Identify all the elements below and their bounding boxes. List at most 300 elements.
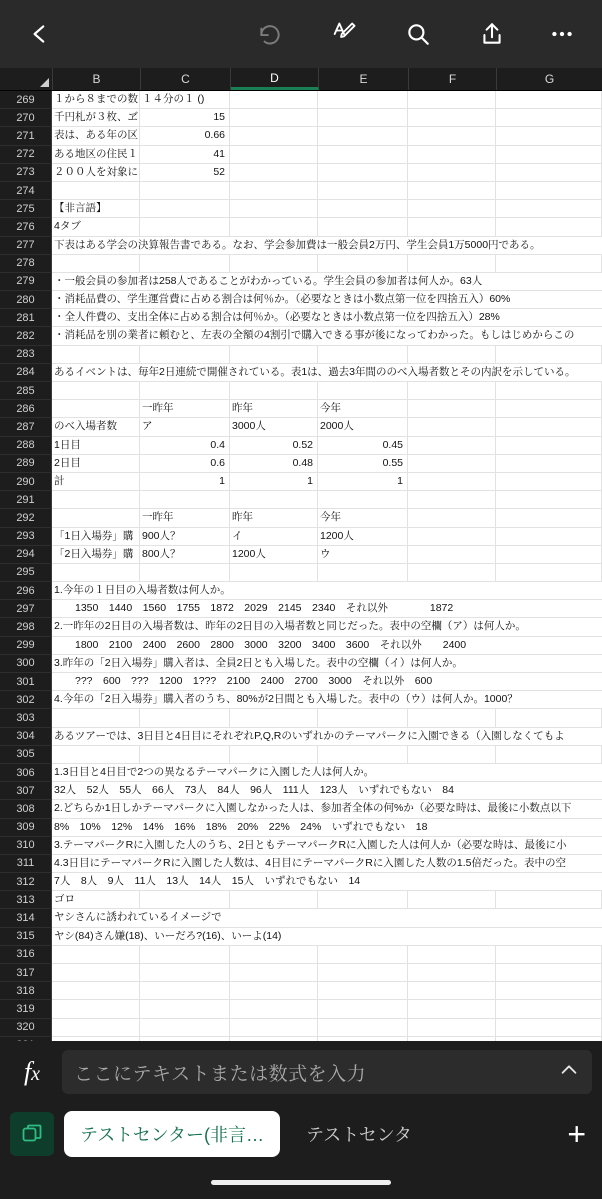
cell[interactable]: [408, 709, 496, 726]
sheet-tab-active[interactable]: テストセンター(非言…: [64, 1111, 280, 1157]
cell[interactable]: 4タブ: [52, 218, 140, 235]
row-header[interactable]: 277: [0, 237, 52, 255]
back-button[interactable]: [16, 10, 64, 58]
table-row[interactable]: [0, 273, 602, 291]
cell[interactable]: 1.3日目と4日目で2つの異なるテーマパークに入園した人は何人か。: [54, 765, 375, 778]
cell[interactable]: [408, 1019, 496, 1036]
cell[interactable]: [140, 1000, 230, 1017]
cell[interactable]: 2.一昨年の2日目の入場者数は、昨年の2日目の入場者数と同じだった。表中の空欄（ア）は何人か。: [54, 620, 526, 633]
cell[interactable]: 「2日入場券」購: [52, 546, 140, 563]
table-row[interactable]: [0, 728, 602, 746]
more-options-icon[interactable]: [538, 10, 586, 58]
cell[interactable]: [230, 182, 318, 199]
table-row[interactable]: [0, 364, 602, 382]
row-header[interactable]: 285: [0, 382, 52, 400]
row-header[interactable]: 320: [0, 1019, 52, 1037]
row-header[interactable]: 281: [0, 309, 52, 327]
cell[interactable]: [408, 346, 496, 363]
cell[interactable]: [52, 564, 140, 581]
cell[interactable]: [230, 1019, 318, 1036]
table-row[interactable]: [0, 764, 602, 782]
cell[interactable]: 41: [140, 146, 230, 163]
cell[interactable]: 0.48: [230, 455, 318, 472]
cell[interactable]: [408, 400, 496, 417]
cell[interactable]: [496, 473, 602, 490]
cell[interactable]: [496, 1019, 602, 1036]
formula-input[interactable]: [62, 1050, 592, 1094]
cell[interactable]: [496, 546, 602, 563]
table-row[interactable]: [0, 946, 602, 964]
cell[interactable]: [230, 982, 318, 999]
table-row[interactable]: [0, 855, 602, 873]
table-row[interactable]: [0, 637, 602, 655]
cell[interactable]: [140, 964, 230, 981]
cell[interactable]: ゴロ: [52, 891, 140, 908]
table-row[interactable]: [0, 437, 602, 455]
cell[interactable]: 計: [52, 473, 140, 490]
cell[interactable]: ・消耗品を別の業者に頼むと、左表の全額の4割引で購入できる事が後になってわかった。もしはじめからこの: [54, 329, 575, 342]
cell[interactable]: [318, 946, 408, 963]
row-header[interactable]: 287: [0, 418, 52, 436]
cell[interactable]: [52, 400, 140, 417]
cell[interactable]: 7人 8人 9人 11人 13人 14人 15人 いずれでもない 14: [54, 875, 361, 888]
column-header-D[interactable]: D: [231, 68, 319, 90]
table-row[interactable]: [0, 255, 602, 273]
row-header[interactable]: 276: [0, 218, 52, 236]
table-row[interactable]: [0, 528, 602, 546]
cell[interactable]: イ: [230, 528, 318, 545]
sheet-tab-inactive[interactable]: テストセンタ: [306, 1125, 413, 1145]
select-all-corner[interactable]: [0, 68, 53, 90]
table-row[interactable]: [0, 564, 602, 582]
row-header[interactable]: 315: [0, 928, 52, 946]
cell[interactable]: [496, 127, 602, 144]
cell[interactable]: [408, 891, 496, 908]
table-row[interactable]: [0, 382, 602, 400]
cell[interactable]: [496, 346, 602, 363]
cell[interactable]: [140, 200, 230, 217]
row-header[interactable]: 292: [0, 509, 52, 527]
row-header[interactable]: 319: [0, 1000, 52, 1018]
row-header[interactable]: 314: [0, 909, 52, 927]
cell[interactable]: [52, 509, 140, 526]
cell[interactable]: [496, 437, 602, 454]
cell[interactable]: 52: [140, 164, 230, 181]
row-header[interactable]: 293: [0, 528, 52, 546]
cell[interactable]: 3000人: [230, 418, 318, 435]
row-header[interactable]: 290: [0, 473, 52, 491]
column-header-G[interactable]: G: [497, 68, 602, 90]
cell[interactable]: 1200人: [230, 546, 318, 563]
cell[interactable]: [496, 491, 602, 508]
row-header[interactable]: 269: [0, 91, 52, 109]
row-header[interactable]: 275: [0, 200, 52, 218]
cell[interactable]: [318, 164, 408, 181]
cell[interactable]: 表は、ある年の区: [52, 127, 140, 144]
row-header[interactable]: 274: [0, 182, 52, 200]
chevron-up-icon[interactable]: [558, 1059, 580, 1086]
cell[interactable]: [496, 1000, 602, 1017]
cell[interactable]: [496, 418, 602, 435]
cell[interactable]: [408, 528, 496, 545]
cell[interactable]: ２００人を対象に: [52, 164, 140, 181]
cell[interactable]: [230, 346, 318, 363]
table-row[interactable]: [0, 309, 602, 327]
cell[interactable]: [140, 946, 230, 963]
cell[interactable]: 0.45: [318, 437, 408, 454]
cell[interactable]: 今年: [318, 509, 408, 526]
row-header[interactable]: 291: [0, 491, 52, 509]
cell[interactable]: [496, 400, 602, 417]
cell[interactable]: [140, 182, 230, 199]
row-header[interactable]: 304: [0, 728, 52, 746]
row-header[interactable]: 294: [0, 546, 52, 564]
cell[interactable]: [408, 146, 496, 163]
table-row[interactable]: [0, 873, 602, 891]
cell[interactable]: 1: [140, 473, 230, 490]
table-row[interactable]: [0, 600, 602, 618]
cell[interactable]: 0.55: [318, 455, 408, 472]
row-header[interactable]: 316: [0, 946, 52, 964]
cell[interactable]: [230, 109, 318, 126]
cell[interactable]: [496, 528, 602, 545]
table-row[interactable]: [0, 655, 602, 673]
cell[interactable]: ある地区の住民１: [52, 146, 140, 163]
cell[interactable]: 【非言語】: [52, 200, 140, 217]
cell[interactable]: [496, 255, 602, 272]
cell[interactable]: 800人？: [140, 546, 230, 563]
cell[interactable]: [496, 891, 602, 908]
cell[interactable]: [408, 200, 496, 217]
table-row[interactable]: [0, 800, 602, 818]
cell[interactable]: [496, 146, 602, 163]
cell[interactable]: [318, 982, 408, 999]
cell[interactable]: 1350 1440 1560 1755 1872 2029 2145 2340 それ以外 1872: [54, 602, 454, 615]
cell[interactable]: １４分の１ (): [140, 91, 230, 108]
cell[interactable]: [230, 964, 318, 981]
cell[interactable]: [408, 218, 496, 235]
cell[interactable]: [52, 382, 140, 399]
cell[interactable]: [408, 946, 496, 963]
table-row[interactable]: [0, 746, 602, 764]
column-header-C[interactable]: C: [141, 68, 231, 90]
table-row[interactable]: [0, 1000, 602, 1018]
table-row[interactable]: [0, 928, 602, 946]
function-icon[interactable]: fx: [23, 1057, 41, 1086]
cell[interactable]: [230, 127, 318, 144]
cell[interactable]: [140, 382, 230, 399]
row-header[interactable]: 300: [0, 655, 52, 673]
table-row[interactable]: [0, 546, 602, 564]
cell[interactable]: [496, 1037, 602, 1041]
cell[interactable]: [318, 1000, 408, 1017]
cell[interactable]: [496, 746, 602, 763]
cell[interactable]: [408, 1037, 496, 1041]
table-row[interactable]: [0, 891, 602, 909]
cell[interactable]: [408, 982, 496, 999]
cell[interactable]: のべ入場者数: [52, 418, 140, 435]
cell[interactable]: [318, 709, 408, 726]
cell[interactable]: [140, 255, 230, 272]
table-row[interactable]: [0, 509, 602, 527]
cell[interactable]: [318, 564, 408, 581]
cell[interactable]: [496, 982, 602, 999]
cell[interactable]: 4.3日目にテーマパークRに入園した人数は、4日目にテーマパークRに入園した人数の1.5倍だった。表中の空: [54, 856, 566, 869]
table-row[interactable]: [0, 200, 602, 218]
cell[interactable]: ・全人件費の、支出全体に占める割合は何％か。（必要なときは小数点第一位を四捨五入）28%: [54, 311, 500, 324]
cell[interactable]: [230, 1000, 318, 1017]
cell[interactable]: [496, 455, 602, 472]
cell[interactable]: [140, 491, 230, 508]
cell[interactable]: [496, 218, 602, 235]
table-row[interactable]: [0, 109, 602, 127]
cell[interactable]: 一昨年: [140, 509, 230, 526]
row-header[interactable]: 286: [0, 400, 52, 418]
cell[interactable]: [318, 891, 408, 908]
table-row[interactable]: [0, 1037, 602, 1041]
cell[interactable]: [408, 182, 496, 199]
cell[interactable]: [318, 146, 408, 163]
table-row[interactable]: [0, 837, 602, 855]
row-header[interactable]: 288: [0, 437, 52, 455]
row-header[interactable]: 309: [0, 819, 52, 837]
row-header[interactable]: 283: [0, 346, 52, 364]
cell[interactable]: 32人 52人 55人 66人 73人 84人 96人 111人 123人 いずれでもない 84: [54, 784, 454, 797]
table-row[interactable]: [0, 237, 602, 255]
cell[interactable]: 8% 10% 12% 14% 16% 18% 20% 22% 24% いずれでもない 18: [54, 820, 428, 833]
cell[interactable]: 今年: [318, 400, 408, 417]
spreadsheet-grid-area[interactable]: [0, 68, 602, 1041]
cell[interactable]: [318, 91, 408, 108]
cell[interactable]: [408, 1000, 496, 1017]
cell[interactable]: [408, 91, 496, 108]
cell[interactable]: [52, 1037, 140, 1041]
cell[interactable]: [230, 946, 318, 963]
row-header[interactable]: 302: [0, 691, 52, 709]
cell[interactable]: 0.66: [140, 127, 230, 144]
table-row[interactable]: [0, 182, 602, 200]
cell[interactable]: ??? 600 ??? 1200 1??? 2100 2400 2700 3000 それ以外 600: [54, 675, 433, 687]
row-header[interactable]: 272: [0, 146, 52, 164]
cell[interactable]: [496, 182, 602, 199]
cell[interactable]: [318, 346, 408, 363]
cell[interactable]: [230, 709, 318, 726]
cell[interactable]: [230, 218, 318, 235]
cell[interactable]: [408, 109, 496, 126]
row-header[interactable]: 312: [0, 873, 52, 891]
cell[interactable]: [496, 91, 602, 108]
cell[interactable]: [52, 1000, 140, 1017]
cell[interactable]: [230, 91, 318, 108]
cell[interactable]: 0.6: [140, 455, 230, 472]
row-header[interactable]: 317: [0, 964, 52, 982]
cell[interactable]: [230, 491, 318, 508]
cell[interactable]: [140, 564, 230, 581]
cell[interactable]: [52, 346, 140, 363]
cell[interactable]: [230, 746, 318, 763]
cell[interactable]: ア: [140, 418, 230, 435]
cell[interactable]: [318, 255, 408, 272]
cell[interactable]: [496, 564, 602, 581]
cell[interactable]: [52, 709, 140, 726]
cell[interactable]: 「1日入場券」購: [52, 528, 140, 545]
cell[interactable]: [318, 382, 408, 399]
cell[interactable]: [318, 200, 408, 217]
row-header[interactable]: 307: [0, 782, 52, 800]
cell[interactable]: [318, 746, 408, 763]
table-row[interactable]: [0, 691, 602, 709]
cell[interactable]: [408, 164, 496, 181]
cell[interactable]: ・消耗品費の、学生運営費に占める割合は何％か。（必要なときは小数点第一位を四捨五入）60%: [54, 293, 511, 306]
cell[interactable]: [140, 982, 230, 999]
row-header[interactable]: 301: [0, 673, 52, 691]
cell[interactable]: [408, 127, 496, 144]
cell[interactable]: あるイベントは、毎年2日連続で開催されている。表1は、過去3年間ののべ入場者数とその内訳を示している。: [54, 365, 576, 378]
cell[interactable]: [408, 546, 496, 563]
cell[interactable]: [230, 164, 318, 181]
cell[interactable]: [140, 346, 230, 363]
table-row[interactable]: [0, 618, 602, 636]
table-row[interactable]: [0, 418, 602, 436]
table-row[interactable]: [0, 582, 602, 600]
cell[interactable]: 4.今年の「2日入場券」購入者のうち、80%が2日間とも入場した。表中の（ウ）は何人か。1000？: [54, 693, 518, 706]
cell[interactable]: [52, 946, 140, 963]
table-row[interactable]: [0, 673, 602, 691]
cell[interactable]: [408, 964, 496, 981]
row-header[interactable]: 318: [0, 982, 52, 1000]
row-header[interactable]: 308: [0, 800, 52, 818]
table-row[interactable]: [0, 291, 602, 309]
row-header[interactable]: 289: [0, 455, 52, 473]
table-row[interactable]: [0, 400, 602, 418]
row-header[interactable]: 296: [0, 582, 52, 600]
cell[interactable]: [318, 109, 408, 126]
cell[interactable]: [496, 964, 602, 981]
cell[interactable]: [496, 946, 602, 963]
row-header[interactable]: 270: [0, 109, 52, 127]
cell[interactable]: [140, 891, 230, 908]
row-header[interactable]: 273: [0, 164, 52, 182]
column-header-B[interactable]: B: [53, 68, 141, 90]
edit-format-icon[interactable]: [320, 10, 368, 58]
row-header[interactable]: 279: [0, 273, 52, 291]
table-row[interactable]: [0, 964, 602, 982]
cell[interactable]: ・一般会員の参加者は258人であることがわかっている。学生会員の参加者は何人か。63人: [54, 274, 483, 287]
table-row[interactable]: [0, 782, 602, 800]
row-header[interactable]: 313: [0, 891, 52, 909]
cell[interactable]: [408, 255, 496, 272]
row-header[interactable]: 295: [0, 564, 52, 582]
cell[interactable]: [318, 182, 408, 199]
table-row[interactable]: [0, 819, 602, 837]
cell[interactable]: [140, 218, 230, 235]
cell[interactable]: ウ: [318, 546, 408, 563]
cell[interactable]: [230, 382, 318, 399]
cell[interactable]: [318, 127, 408, 144]
row-header[interactable]: 310: [0, 837, 52, 855]
table-row[interactable]: [0, 127, 602, 145]
cell[interactable]: [52, 746, 140, 763]
row-header[interactable]: 299: [0, 637, 52, 655]
add-sheet-button[interactable]: +: [567, 1116, 586, 1152]
cell[interactable]: 昨年: [230, 509, 318, 526]
table-row[interactable]: [0, 982, 602, 1000]
cell[interactable]: [140, 1037, 230, 1041]
share-icon[interactable]: [468, 10, 516, 58]
cell[interactable]: [318, 491, 408, 508]
cell[interactable]: 2.どちらか1日しかテーマパークに入園しなかった人は、参加者全体の何%か（必要な時は、最後に小数点以下: [54, 802, 572, 815]
cell[interactable]: [318, 1037, 408, 1041]
cell[interactable]: [496, 164, 602, 181]
cell[interactable]: [140, 709, 230, 726]
cell[interactable]: [408, 746, 496, 763]
cell[interactable]: 1日目: [52, 437, 140, 454]
row-header[interactable]: 311: [0, 855, 52, 873]
table-row[interactable]: [0, 346, 602, 364]
cell[interactable]: [230, 1037, 318, 1041]
cell[interactable]: [140, 746, 230, 763]
table-row[interactable]: [0, 218, 602, 236]
cell[interactable]: [408, 473, 496, 490]
undo-icon[interactable]: [246, 10, 294, 58]
cell[interactable]: 15: [140, 109, 230, 126]
cell[interactable]: 0.4: [140, 437, 230, 454]
table-row[interactable]: [0, 709, 602, 727]
cell[interactable]: [318, 964, 408, 981]
cell[interactable]: [140, 1019, 230, 1036]
cell[interactable]: [496, 109, 602, 126]
cell[interactable]: [52, 182, 140, 199]
cell[interactable]: 1: [318, 473, 408, 490]
cell[interactable]: 0.52: [230, 437, 318, 454]
cell[interactable]: 1200人: [318, 528, 408, 545]
cell[interactable]: [318, 1019, 408, 1036]
cell[interactable]: 1800 2100 2400 2600 2800 3000 3200 3400 3600 それ以外 2400: [54, 638, 467, 651]
cell[interactable]: 900人？: [140, 528, 230, 545]
row-header[interactable]: 282: [0, 327, 52, 345]
column-header-F[interactable]: F: [409, 68, 497, 90]
cell[interactable]: [52, 982, 140, 999]
cell[interactable]: [408, 564, 496, 581]
cell[interactable]: [52, 255, 140, 272]
search-icon[interactable]: [394, 10, 442, 58]
cell[interactable]: [408, 437, 496, 454]
row-header[interactable]: [0, 1037, 52, 1041]
cell[interactable]: 下表はある学会の決算報告書である。なお、学会参加費は一般会員2万円、学生会員1万5000円である。: [54, 238, 541, 251]
cell[interactable]: [408, 418, 496, 435]
table-row[interactable]: [0, 909, 602, 927]
cell[interactable]: [230, 200, 318, 217]
row-header[interactable]: 305: [0, 746, 52, 764]
cell[interactable]: [52, 964, 140, 981]
cell[interactable]: １から８までの数: [52, 91, 140, 108]
column-header-E[interactable]: E: [319, 68, 409, 90]
row-header[interactable]: 278: [0, 255, 52, 273]
row-header[interactable]: 306: [0, 764, 52, 782]
cell[interactable]: 2000人: [318, 418, 408, 435]
cell[interactable]: [230, 255, 318, 272]
cell[interactable]: 千円札が３枚、ヹ: [52, 109, 140, 126]
cell[interactable]: [230, 146, 318, 163]
cell[interactable]: 1: [230, 473, 318, 490]
cell[interactable]: [318, 218, 408, 235]
table-row[interactable]: [0, 327, 602, 345]
cell[interactable]: ヤシさんに誘われているイメージで: [54, 911, 222, 924]
table-row[interactable]: [0, 473, 602, 491]
cell[interactable]: 3.昨年の「2日入場券」購入者は、全員2日とも入場した。表中の空欄（イ）は何人か。: [54, 656, 463, 669]
cell[interactable]: [52, 1019, 140, 1036]
all-sheets-icon[interactable]: [10, 1112, 54, 1156]
